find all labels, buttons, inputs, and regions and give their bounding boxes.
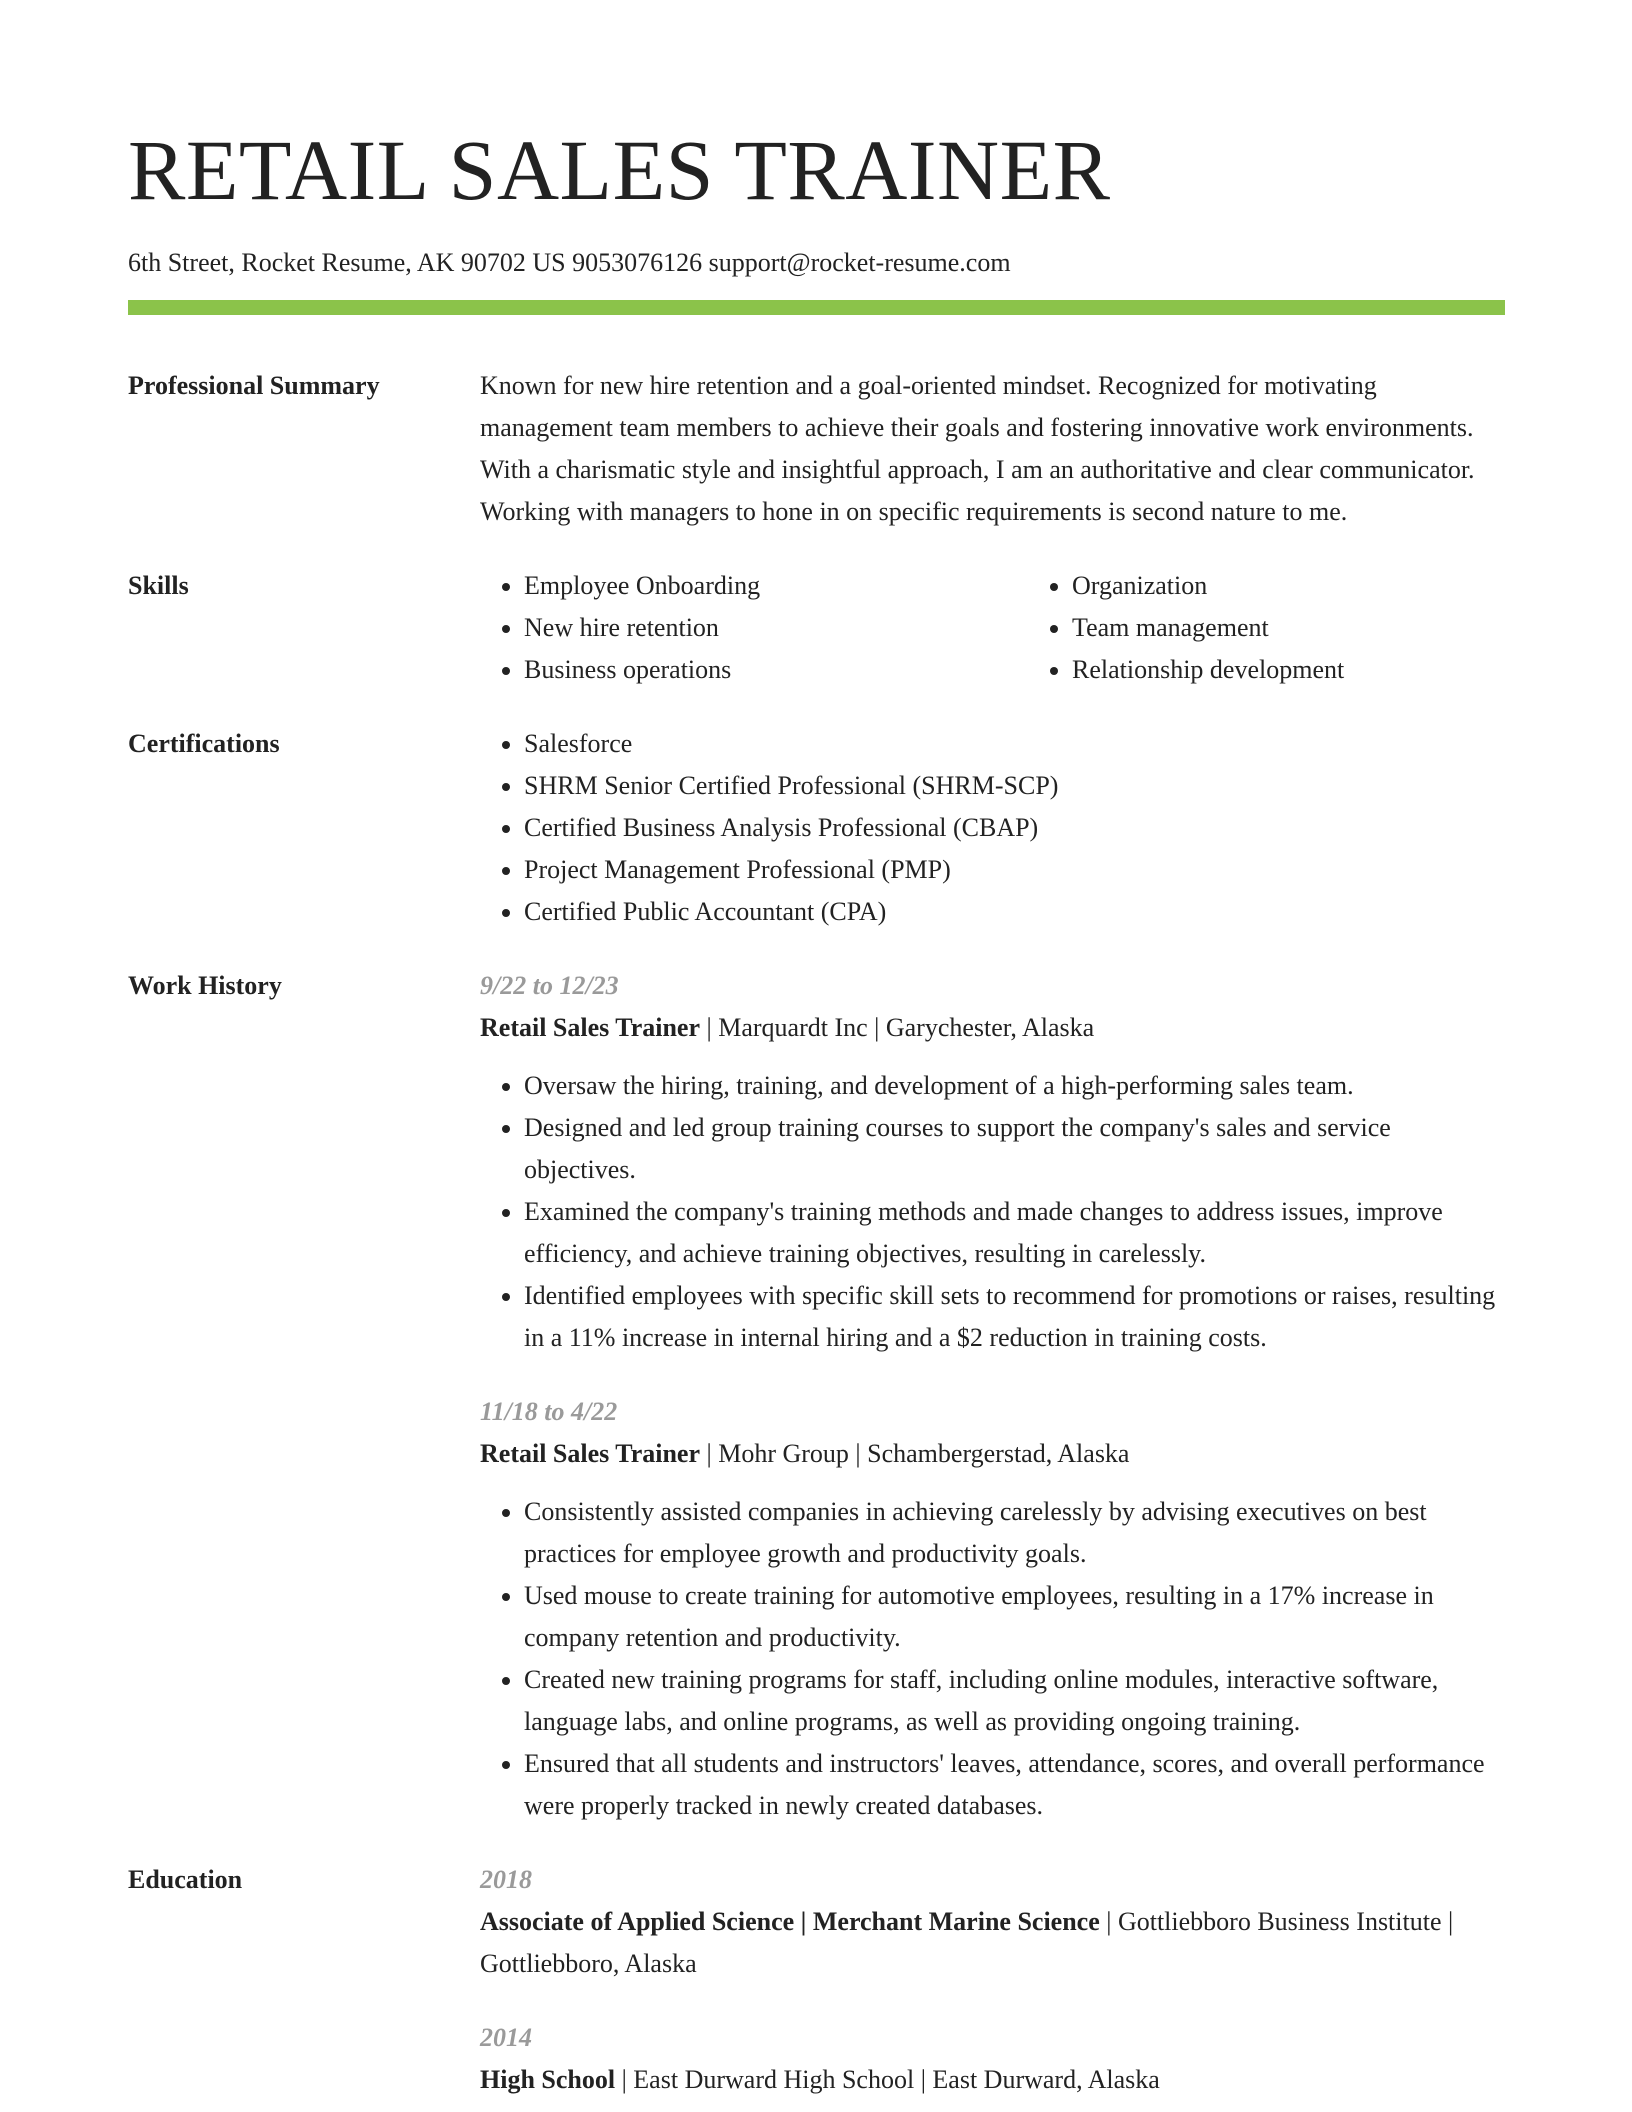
skill-item: • Employee Onboarding [524,565,1028,607]
education-entry [480,1859,1505,1985]
contact-email: support@rocket-resume.com [708,248,1011,277]
job-bullets [480,1491,1505,1827]
summary-title: Professional Summary [128,371,380,400]
job-bullet: • Oversaw the hiring, training, and development of a high-performing sales team. [524,1065,1505,1107]
job-bullet: • Created new training programs for staff, including online modules, interactive software, language labs, and online programs, as well as providing ongoing training. [524,1659,1505,1743]
skill-item: • Team management [1072,607,1576,649]
certification-item: • Certified Business Analysis Professional (CBAP) [524,807,1505,849]
contact-address: 6th Street, Rocket Resume, AK 90702 US [128,248,566,277]
job-bullet: • Consistently assisted companies in achieving carelessly by advising executives on best practices for employee growth and productivity goals. [524,1491,1505,1575]
job-details: | Marquardt Inc | Garychester, Alaska [700,1013,1095,1042]
job-bullet: • Identified employees with specific skill sets to recommend for promotions or raises, resulting in a 11% increase in internal hiring and a $2 reduction in training costs. [524,1275,1505,1359]
job-bullet: • Examined the company's training methods and made changes to address issues, improve efficiency, and achieve training objectives, resulting in carelessly. [524,1191,1505,1275]
accent-divider [128,300,1505,315]
education-section [128,1859,1505,2101]
work-history-body [480,965,1505,1827]
job-role: Retail Sales Trainer [480,1439,701,1468]
skills-column-2 [1028,565,1576,691]
certifications-body [480,723,1505,933]
skill-item: • Business operations [524,649,1028,691]
education-degree: High School [480,2065,616,2094]
skills-columns [480,565,1576,691]
job-bullet: • Used mouse to create training for automotive employees, resulting in a 17% increase in company retention and productivity. [524,1575,1505,1659]
job-details: | Mohr Group | Schambergerstad, Alaska [700,1439,1130,1468]
skill-item: • New hire retention [524,607,1028,649]
job-entry [480,965,1505,1359]
contact-line [128,246,1505,280]
resume-name: RETAIL SALES TRAINER [128,122,1111,218]
skill-item: • Organization [1072,565,1576,607]
summary-text: Known for new hire retention and a goal-oriented mindset. Recognized for motivating management team members to achieve their goals and fostering innovative work environments. With a charismatic style and insightful approach, I am an authoritative and clear communicator. Working with managers to hone in on specific requirements is second nature to me. [480,371,1475,526]
summary-section [128,365,1505,533]
certifications-section [128,723,1505,933]
education-details: | Gottliebboro Business Institute | Gottliebboro, Alaska [480,1907,1454,1978]
work-history-section [128,965,1505,1827]
skills-title: Skills [128,571,189,600]
education-degree: Associate of Applied Science | Merchant Marine Science [480,1907,1100,1936]
education-title: Education [128,1865,243,1894]
education-details: | East Durward High School | East Durward, Alaska [615,2065,1160,2094]
skill-item: • Relationship development [1072,649,1576,691]
job-dates: 9/22 to 12/23 [480,971,619,1000]
contact-phone: 9053076126 [572,248,703,277]
job-role: Retail Sales Trainer [480,1013,701,1042]
education-heading [480,2059,1505,2101]
job-bullet: • Ensured that all students and instructors' leaves, attendance, scores, and overall performance were properly tracked in newly created databases. [524,1743,1505,1827]
certification-item: • SHRM Senior Certified Professional (SHRM-SCP) [524,765,1505,807]
work-history-title: Work History [128,971,282,1000]
job-heading [480,1433,1505,1475]
job-dates: 11/18 to 4/22 [480,1397,618,1426]
education-entry [480,2017,1505,2101]
job-entry [480,1391,1505,1827]
education-body [480,1859,1505,2101]
certifications-list [480,723,1505,933]
skills-section [128,565,1505,691]
education-year: 2018 [480,1865,532,1894]
education-heading [480,1901,1505,1985]
certification-item: • Salesforce [524,723,1505,765]
job-heading [480,1007,1505,1049]
skills-column-1 [480,565,1028,691]
job-bullet: • Designed and led group training courses to support the company's sales and service objectives. [524,1107,1505,1191]
education-year: 2014 [480,2023,532,2052]
certifications-title: Certifications [128,729,280,758]
resume-page [128,0,1505,2101]
job-bullets [480,1065,1505,1359]
certification-item: • Certified Public Accountant (CPA) [524,891,1505,933]
certification-item: • Project Management Professional (PMP) [524,849,1505,891]
